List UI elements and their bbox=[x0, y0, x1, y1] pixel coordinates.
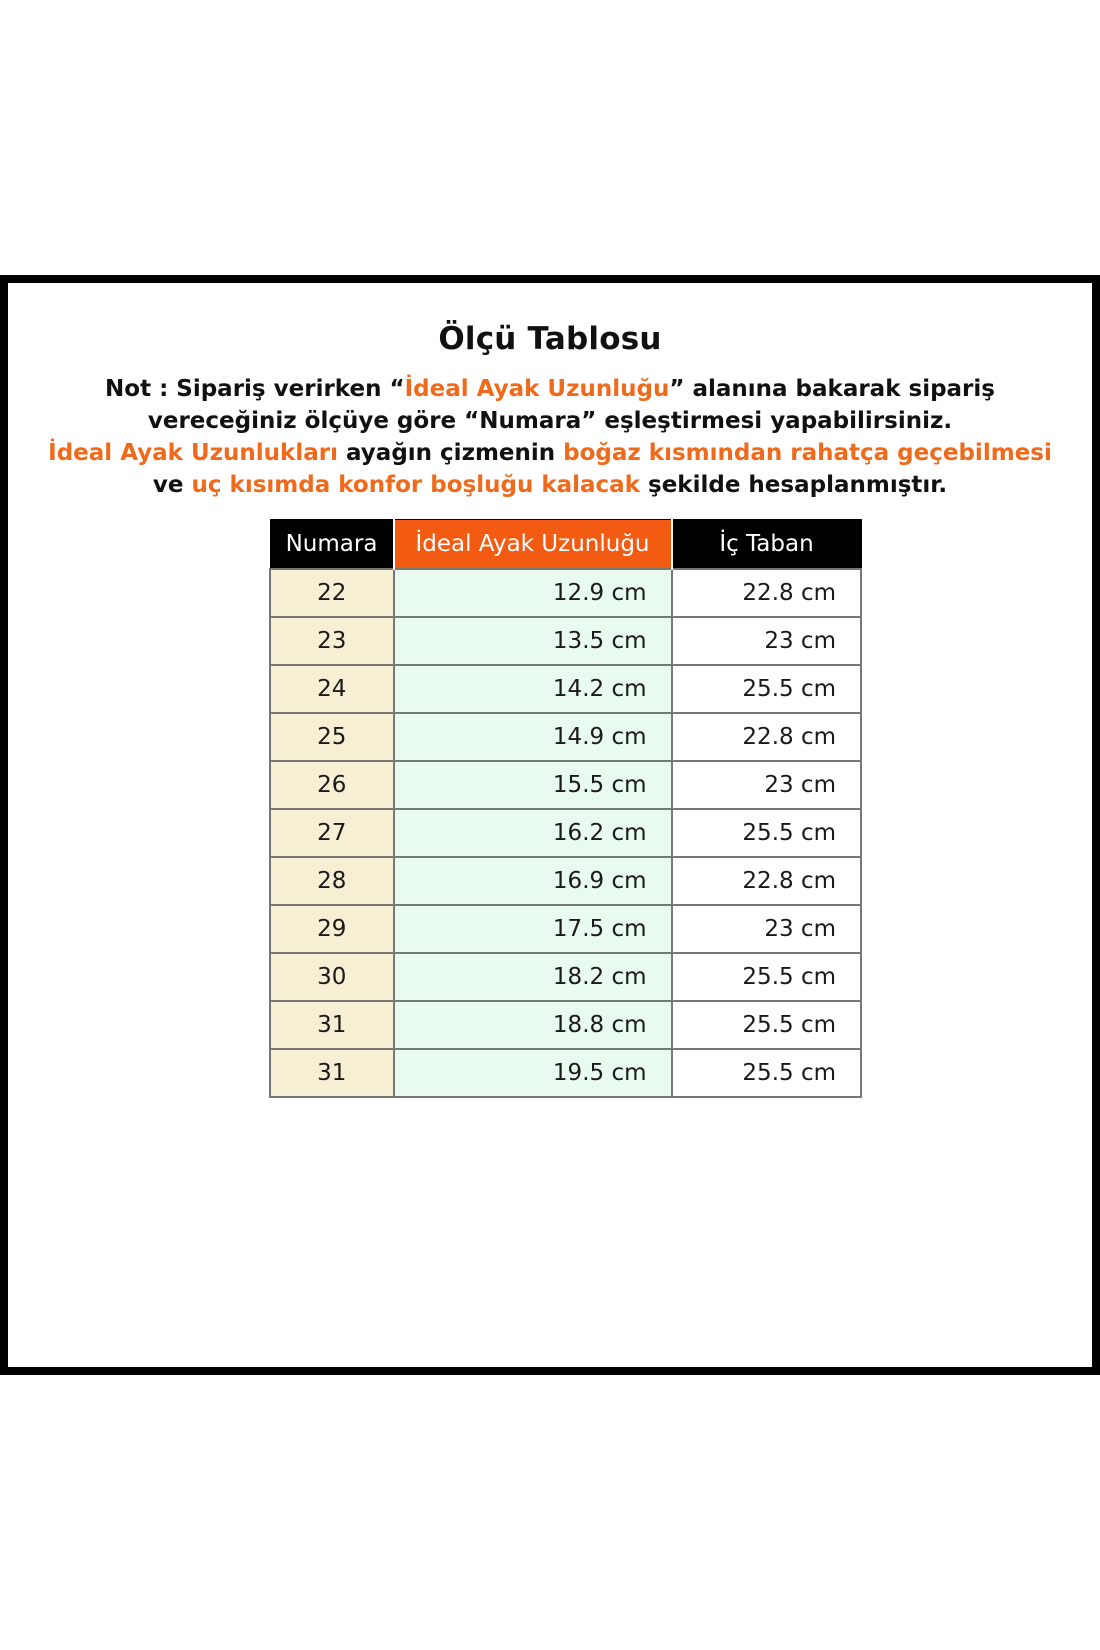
cell-numara: 27 bbox=[270, 809, 394, 857]
cell-ideal-length: 15.5 cm bbox=[394, 761, 672, 809]
size-table bbox=[269, 519, 862, 1098]
note-line-3: İdeal Ayak Uzunlukları ayağın çizmenin boğaz kısmından rahatça geçebilmesi bbox=[48, 440, 1052, 466]
table-row bbox=[270, 905, 861, 953]
cell-numara: 23 bbox=[270, 617, 394, 665]
table-row bbox=[270, 1001, 861, 1049]
size-note bbox=[8, 373, 1092, 501]
cell-insole: 25.5 cm bbox=[672, 809, 862, 857]
table-body bbox=[270, 569, 861, 1097]
cell-insole: 23 cm bbox=[672, 905, 862, 953]
cell-insole: 25.5 cm bbox=[672, 1049, 862, 1097]
cell-ideal-length: 14.9 cm bbox=[394, 713, 672, 761]
cell-numara: 31 bbox=[270, 1001, 394, 1049]
note-highlight-boot-shaft: boğaz kısmından rahatça geçebilmesi bbox=[563, 440, 1052, 466]
cell-numara: 30 bbox=[270, 953, 394, 1001]
cell-numara: 29 bbox=[270, 905, 394, 953]
header-insole: İç Taban bbox=[672, 520, 862, 570]
table-row bbox=[270, 665, 861, 713]
cell-ideal-length: 17.5 cm bbox=[394, 905, 672, 953]
header-numara: Numara bbox=[270, 520, 394, 570]
note-line-1: Not : Sipariş verirken “İdeal Ayak Uzunluğu” alanına bakarak sipariş bbox=[105, 376, 995, 402]
cell-ideal-length: 16.2 cm bbox=[394, 809, 672, 857]
note-line-2: vereceğiniz ölçüye göre “Numara” eşleştirmesi yapabilirsiniz. bbox=[147, 408, 953, 434]
note-line-4: ve uç kısımda konfor boşluğu kalacak şekilde hesaplanmıştır. bbox=[152, 472, 948, 498]
cell-numara: 25 bbox=[270, 713, 394, 761]
note-highlight-toe-room: uç kısımda konfor boşluğu kalacak bbox=[191, 472, 640, 498]
cell-insole: 22.8 cm bbox=[672, 569, 862, 617]
cell-insole: 25.5 cm bbox=[672, 1001, 862, 1049]
table-row bbox=[270, 1049, 861, 1097]
note-highlight-ideal-lengths: İdeal Ayak Uzunlukları bbox=[48, 440, 338, 466]
cell-insole: 23 cm bbox=[672, 617, 862, 665]
cell-numara: 31 bbox=[270, 1049, 394, 1097]
cell-numara: 28 bbox=[270, 857, 394, 905]
cell-ideal-length: 13.5 cm bbox=[394, 617, 672, 665]
cell-insole: 22.8 cm bbox=[672, 713, 862, 761]
table-row bbox=[270, 761, 861, 809]
table-row bbox=[270, 569, 861, 617]
cell-numara: 26 bbox=[270, 761, 394, 809]
cell-numara: 24 bbox=[270, 665, 394, 713]
cell-insole: 22.8 cm bbox=[672, 857, 862, 905]
table-row bbox=[270, 953, 861, 1001]
cell-insole: 25.5 cm bbox=[672, 665, 862, 713]
size-chart-frame bbox=[0, 275, 1100, 1375]
cell-ideal-length: 14.2 cm bbox=[394, 665, 672, 713]
cell-insole: 23 cm bbox=[672, 761, 862, 809]
header-ideal-foot-length: İdeal Ayak Uzunluğu bbox=[394, 520, 672, 570]
table-header-row bbox=[270, 520, 861, 570]
cell-ideal-length: 12.9 cm bbox=[394, 569, 672, 617]
cell-numara: 22 bbox=[270, 569, 394, 617]
table-row bbox=[270, 857, 861, 905]
cell-insole: 25.5 cm bbox=[672, 953, 862, 1001]
cell-ideal-length: 16.9 cm bbox=[394, 857, 672, 905]
cell-ideal-length: 19.5 cm bbox=[394, 1049, 672, 1097]
table-row bbox=[270, 809, 861, 857]
table-row bbox=[270, 617, 861, 665]
note-highlight-ideal-length: İdeal Ayak Uzunluğu bbox=[404, 376, 670, 402]
page-title: Ölçü Tablosu bbox=[438, 321, 662, 357]
table-row bbox=[270, 713, 861, 761]
cell-ideal-length: 18.8 cm bbox=[394, 1001, 672, 1049]
cell-ideal-length: 18.2 cm bbox=[394, 953, 672, 1001]
